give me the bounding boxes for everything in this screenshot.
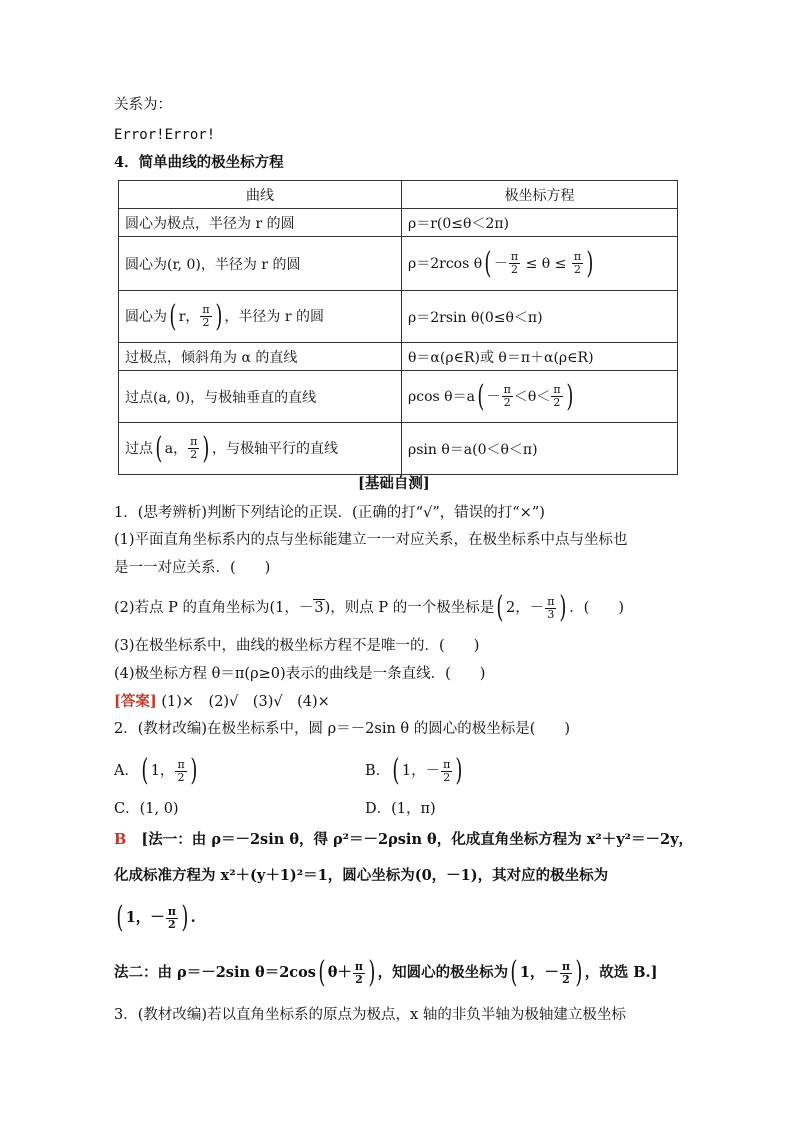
table-row — [119, 291, 678, 343]
fraction-pi-2: $\frac{\pi}{2}$ — [177, 757, 185, 784]
row6-equation: ρsin θ＝a(0＜θ＜π) — [402, 423, 678, 475]
q2-title: 2．(教材改编)在极坐标系中，圆 ρ＝－2sin θ 的圆心的极坐标是( ) — [114, 721, 571, 737]
row2-eq-pre: ρ＝2rcos θ — [408, 255, 483, 272]
fraction-pi-2: $\frac{\pi}{2}$ — [443, 757, 451, 784]
q1-statement-4: (4)极坐标方程 θ＝π(ρ≥0)表示的曲线是一条直线．( ) — [114, 666, 486, 682]
fraction-pi-2: $\frac{\pi}{2}$ — [190, 435, 198, 461]
row2-eq-neg: － — [493, 255, 508, 272]
q2-solution-1b: 化成标准方程为 x²＋(y＋1)²＝1，圆心坐标为(0，－1)，其对应的极坐标为 — [114, 867, 609, 884]
table-header-row — [119, 181, 678, 209]
table-row — [119, 237, 678, 291]
paren-right: ) — [586, 245, 594, 281]
section-4-title: 4．简单曲线的极坐标方程 — [114, 154, 284, 171]
paren-right: ) — [202, 430, 210, 466]
q1-statement-1a: (1)平面直角坐标系内的点与坐标能建立一一对应关系，在极坐标系中点与坐标也 — [114, 532, 628, 548]
paren-left: ( — [169, 298, 177, 334]
paren-right: ) — [565, 378, 573, 414]
row2-equation — [402, 237, 678, 291]
row4-equation: θ＝α(ρ∈R)或 θ＝π＋α(ρ∈R) — [402, 343, 678, 371]
paren-left: ( — [155, 430, 163, 466]
q2-solution-1c: ( 1，－ $\frac{\pi}{2}$ ) . — [116, 900, 196, 935]
paren-right: ) — [215, 298, 223, 334]
q2-solution-1a: B [法一：由 ρ＝－2sin θ，得 ρ²＝－2ρsin θ，化成直角坐标方程为 x²＋y²＝－2y， — [114, 831, 694, 848]
table-row — [119, 423, 678, 475]
fraction-pi-2: $\frac{\pi}{2}$ — [553, 383, 561, 409]
q1-title: 1．(思考辨析)判断下列结论的正误．(正确的打“√”，错误的打“×”) — [114, 505, 545, 521]
paren-right: ) — [575, 955, 583, 990]
answer-label: [答案] — [114, 693, 157, 710]
table-row — [119, 209, 678, 237]
fraction-pi-2: $\frac{\pi}{2}$ — [354, 959, 363, 986]
q2-solution-2: 法二：由 ρ＝－2sin θ＝2cos( θ＋ $\frac{\pi}{2}$ ) ，知圆心的极坐标为( 1，－ $\frac{\pi}{2}$ ) ，故选 B.] — [114, 955, 658, 990]
intro-line-2: Error!Error! — [114, 127, 216, 143]
q2-option-a: A．( 1， $\frac{\pi}{2}$ ) — [114, 753, 198, 788]
q3-title: 3．(教材改编)若以直角坐标系的原点为极点，x 轴的非负半轴为极轴建立极坐标 — [114, 1007, 626, 1023]
paren-left: ( — [392, 753, 400, 788]
row2-eq-mid: ≤ θ ≤ — [525, 255, 567, 272]
row3-curve: 圆心为( r， $\frac{\pi}{2}$ ) ，半径为 r 的圆 — [119, 291, 402, 343]
polar-equations-table — [118, 180, 678, 475]
self-test-heading: [基础自测] — [358, 475, 430, 492]
fraction-pi-3: $\frac{\pi}{3}$ — [547, 594, 555, 621]
paren-left: ( — [477, 378, 485, 414]
paren-right: ) — [559, 590, 567, 625]
row1-equation: ρ＝r(0≤θ＜2π) — [402, 209, 678, 237]
q2-option-b: B．( 1，－ $\frac{\pi}{2}$ ) — [365, 753, 463, 788]
q1-statement-1b: 是一一对应关系．( ) — [114, 560, 271, 576]
paren-left: ( — [496, 590, 504, 625]
intro-line-1: 关系为： — [114, 97, 172, 113]
q2-option-c: C．(1, 0) — [114, 801, 179, 817]
paren-left: ( — [484, 245, 492, 281]
q1-answer: [答案] (1)× (2)√ (3)√ (4)× — [114, 693, 330, 710]
fraction-pi-2: $\frac{\pi}{2}$ — [561, 959, 571, 986]
paren-left: ( — [510, 955, 518, 990]
paren-left: ( — [318, 955, 326, 990]
row5-curve: 过点(a, 0)，与极轴垂直的直线 — [119, 371, 402, 423]
row5-equation: ρcos θ＝a( － $\frac{\pi}{2}$ ＜θ＜ $\frac{\pi}{2}$ ) — [402, 371, 678, 423]
fraction-pi-2: $\frac{\pi}{2}$ — [510, 250, 519, 276]
paren-left: ( — [116, 900, 124, 935]
row6-curve: 过点( a， $\frac{\pi}{2}$ ) ，与极轴平行的直线 — [119, 423, 402, 475]
paren-right: ) — [190, 753, 198, 788]
header-curve: 曲线 — [119, 181, 402, 209]
row4-curve: 过极点，倾斜角为 α 的直线 — [119, 343, 402, 371]
row1-curve: 圆心为极点，半径为 r 的圆 — [119, 209, 402, 237]
header-equation: 极坐标方程 — [402, 181, 678, 209]
paren-right: ) — [181, 900, 189, 935]
paren-right: ) — [455, 753, 463, 788]
table-row — [119, 343, 678, 371]
fraction-pi-2: $\frac{\pi}{2}$ — [573, 250, 582, 276]
sqrt-3: 3 — [314, 600, 324, 616]
fraction-pi-2: $\frac{\pi}{2}$ — [503, 383, 511, 409]
q1-statement-2: (2)若点 P 的直角坐标为(1，－3)，则点 P 的一个极坐标是( 2，－ $\frac{\pi}{3}$ ) ．( ) — [114, 590, 625, 625]
table-row — [119, 371, 678, 423]
paren-right: ) — [368, 955, 376, 990]
row2-curve: 圆心为(r, 0)，半径为 r 的圆 — [119, 237, 402, 291]
q2-option-d: D．(1，π) — [365, 801, 436, 817]
fraction-pi-2: $\frac{\pi}{2}$ — [202, 303, 210, 329]
row3-equation: ρ＝2rsin θ(0≤θ＜π) — [402, 291, 678, 343]
paren-left: ( — [141, 753, 149, 788]
fraction-pi-2: $\frac{\pi}{2}$ — [167, 904, 176, 931]
answer-letter: B — [114, 831, 127, 848]
q1-statement-3: (3)在极坐标系中，曲线的极坐标方程不是唯一的．( ) — [114, 638, 480, 654]
